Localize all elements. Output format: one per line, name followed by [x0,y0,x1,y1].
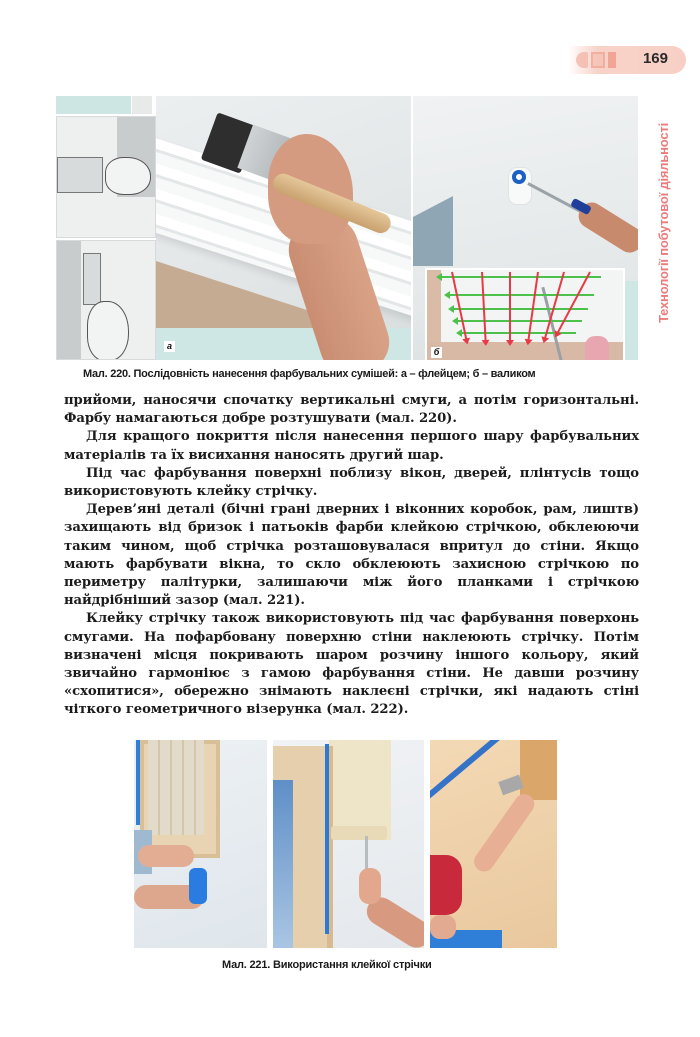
figure-221-caption: Мал. 221. Використання клейкої стрічки [222,959,432,971]
photo-taping-window [134,740,267,948]
tape-roll [189,868,207,904]
hand [138,845,194,867]
sketch-horizontal-brush [56,116,156,238]
paragraph: прийоми, наносячи спочатку вертикальні смуги, а потім горизонтальні. Фарбу намагаються добре розтушувати (мал. 220). [64,393,639,427]
sketch-vertical-brush [56,240,156,360]
bookmark-icon [608,52,616,68]
paragraph: Для кращого покриття після нанесення першого шару фарбувальних матеріалів та їх висихання наносять другий шар. [64,429,639,463]
sketch-brush [57,157,103,193]
hand [359,868,381,904]
paint-roller [331,826,387,840]
paragraph: Під час фарбування поверхні поблизу вікон, дверей, плінтусів тощо використовують клейку стрічку. [64,465,639,500]
figure-221 [134,740,566,948]
section-label [650,88,676,358]
arrow-horizontal [449,294,594,296]
sketch-hand [105,157,151,195]
arrow-horizontal [441,276,601,278]
panel-label-a: а [164,341,175,352]
page-number: 169 [642,50,668,67]
section-label-text: Технології побутової діяльності [655,123,671,323]
masking-tape [325,744,329,934]
stroke-order-inset [425,268,625,360]
hand [430,915,456,939]
photo-roller-ceiling [413,96,638,360]
figure-220 [50,92,638,360]
photo-brush-molding [156,96,411,360]
body-text [64,392,639,720]
decorative-strip [56,96,131,114]
sketch-brush [83,253,101,305]
decorative-strip [132,96,152,114]
arrow-vertical [509,272,511,342]
sketch-hand [87,301,129,360]
paragraph: Клейку стрічку також використовують під час фарбування поверхонь смугами. На пофарбовану поверхню стіни наклеюють стрічку. Потім визначені місця покривають шаром розчину іншого кольору, який звичайно гармоніює з гамою фарбування стіни. Не давши розчину «схопитися», обережно знімають наклеєні стрічки, які надають стіні чіткого геометричного візерунка (мал. 222). [64,611,639,718]
paragraph: Дерев’яні деталі (бічні грані дверних і віконних коробок, рам, лиштв) захищають від бризок і патьоків фарби клейкою стрічкою, обклеюючи таким чином, щоб стрічка розташовувалася впритул до стіни. Якщо мають фарбувати вікна, то скло обклеюють захисною стрічкою по периметру палітурки, залишаючи між його планками і стрічкою найдрібніший зазор (мал. 221). [64,502,639,609]
figure-220-caption: Мал. 220. Послідовність нанесення фарбувальних сумішей: а – флейцем; б – валиком [83,368,536,380]
photo-brush-tape-line [430,740,557,948]
sketch-wall [57,241,81,359]
panel-label-b: б [431,347,442,358]
person [585,336,609,360]
page-number-tab [568,46,686,74]
page-icon [591,52,605,68]
tab-decoration [576,52,616,68]
book-icon [576,52,588,68]
photo-roller-door [273,740,424,948]
